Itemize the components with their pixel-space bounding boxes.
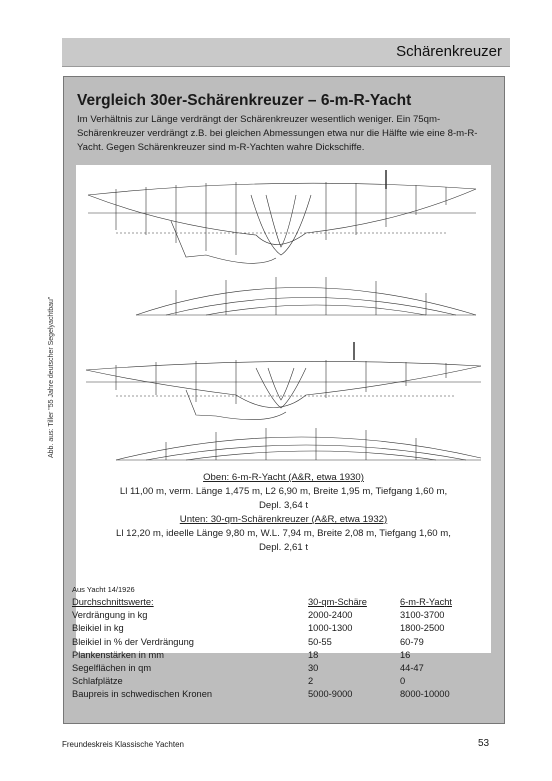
table-row bbox=[72, 637, 500, 650]
row-label: Baupreis in schwedischen Kronen bbox=[72, 689, 213, 700]
row-value-schaere: 1000-1300 bbox=[308, 623, 353, 634]
row-value-schaere: 30 bbox=[308, 662, 319, 673]
row-value-schaere: 2000-2400 bbox=[308, 610, 353, 621]
row-value-schaere: 5000-9000 bbox=[308, 689, 353, 700]
stats-header-row bbox=[72, 597, 500, 610]
row-value-6mr: 8000-10000 bbox=[400, 689, 450, 700]
stats-col1-heading: 30-qm-Schäre bbox=[308, 597, 367, 607]
row-label: Plankenstärken in mm bbox=[72, 649, 164, 660]
row-value-schaere: 50-55 bbox=[308, 636, 332, 647]
row-value-6mr: 16 bbox=[400, 649, 411, 660]
hull-drawings-figure bbox=[76, 165, 491, 653]
article-intro: Im Verhältnis zur Länge verdrängt der Schärenkreuzer wesentlich weniger. Ein 75qm-Schärenkreuzer verdrängt z.B. bei gleichen Abmessungen etwa nur die Hälfte wie eine 8-m-R-Yacht. Gegen Schärenkreuzer sind m-R-Yachten wahre Dickschiffe. bbox=[77, 114, 478, 153]
thirty-qm-schaerenkreuzer-lines bbox=[86, 342, 481, 460]
page-header-title: Schärenkreuzer bbox=[396, 43, 502, 60]
table-row bbox=[72, 663, 500, 676]
row-label: Bleikiel in % der Verdrängung bbox=[72, 636, 194, 647]
table-row bbox=[72, 623, 500, 636]
row-label: Schlafplätze bbox=[72, 676, 123, 687]
row-value-6mr: 3100-3700 bbox=[400, 610, 445, 621]
row-value-6mr: 1800-2500 bbox=[400, 623, 445, 634]
row-value-6mr: 60-79 bbox=[400, 636, 424, 647]
caption-top-heading: Oben: 6-m-R-Yacht (A&R, etwa 1930) bbox=[203, 472, 364, 483]
page-number: 53 bbox=[478, 738, 490, 749]
side-credit: Abb. aus: Tiller "55 Jahre deutscher Segelyachtbau" bbox=[48, 296, 55, 458]
caption-bottom-heading: Unten: 30-qm-Schärenkreuzer (A&R, etwa 1932) bbox=[179, 514, 388, 525]
table-row bbox=[72, 676, 500, 689]
caption-bottom-line2: Depl. 2,61 t bbox=[258, 542, 309, 553]
caption-top-line1: Ll 11,00 m, verm. Länge 1,475 m, L2 6,90 m, Breite 1,95 m, Tiefgang 1,60 m, bbox=[119, 486, 448, 497]
six-m-r-yacht-lines bbox=[88, 170, 476, 315]
caption-top-line2: Depl. 3,64 t bbox=[258, 500, 309, 511]
article-title: Vergleich 30er-Schärenkreuzer – 6-m-R-Yacht bbox=[77, 92, 412, 109]
article-panel bbox=[63, 76, 505, 724]
header-band bbox=[62, 38, 510, 67]
row-label: Segelflächen in qm bbox=[72, 662, 152, 673]
caption-bottom-line1: Ll 12,20 m, ideelle Länge 9,80 m, W.L. 7,94 m, Breite 2,08 m, Tiefgang 1,60 m, bbox=[116, 528, 451, 539]
row-value-schaere: 2 bbox=[308, 676, 314, 687]
hull-lines-drawing bbox=[76, 165, 491, 495]
row-label: Bleikiel in kg bbox=[72, 623, 124, 634]
row-value-6mr: 0 bbox=[400, 676, 406, 687]
stats-heading: Durchschnittswerte: bbox=[72, 597, 154, 607]
row-value-schaere: 18 bbox=[308, 649, 319, 660]
table-row bbox=[72, 610, 500, 623]
stats-table bbox=[72, 597, 500, 703]
footer-publisher: Freundeskreis Klassische Yachten bbox=[62, 740, 184, 749]
table-row bbox=[72, 689, 500, 702]
row-value-6mr: 44-47 bbox=[400, 662, 424, 673]
table-row bbox=[72, 650, 500, 663]
stats-col2-heading: 6-m-R-Yacht bbox=[400, 597, 452, 607]
row-label: Verdrängung in kg bbox=[72, 610, 148, 621]
stats-source: Aus Yacht 14/1926 bbox=[72, 585, 135, 594]
